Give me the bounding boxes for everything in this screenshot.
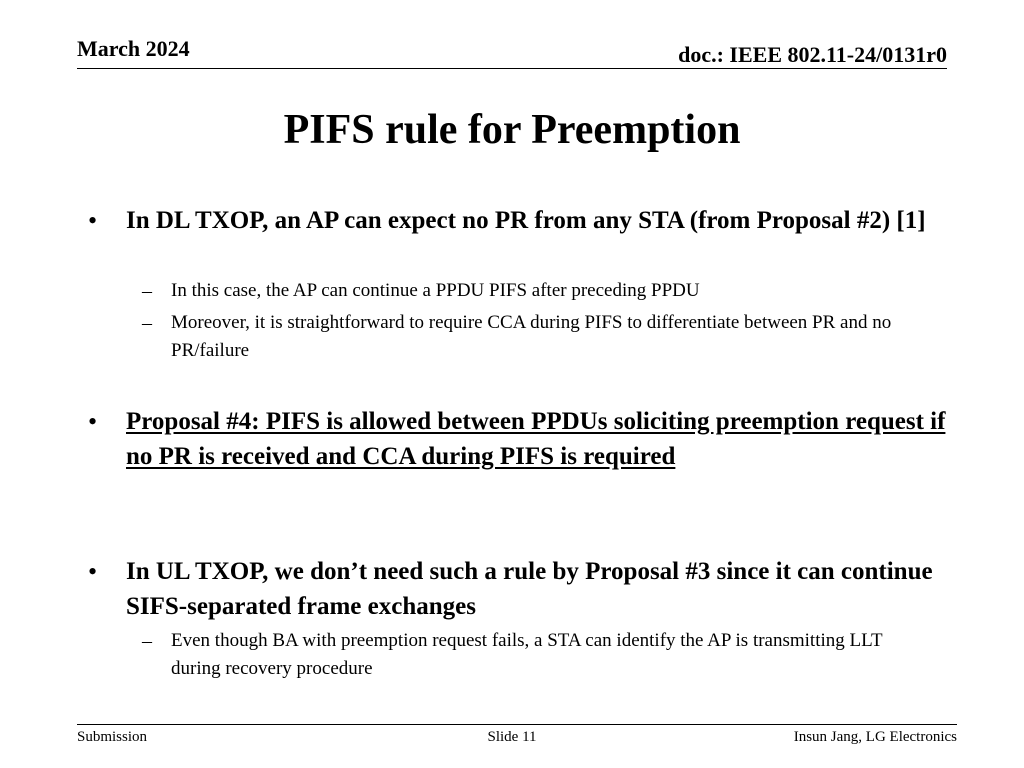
header-date: March 2024 (77, 36, 190, 61)
subbullet-text: In this case, the AP can continue a PPDU PIFS after preceding PPDU (171, 280, 700, 301)
bullet-text: In UL TXOP, we don’t need such a rule by Proposal #3 since it can continue SIFS-separated frame exchanges (126, 558, 933, 620)
slide-title: PIFS rule for Preemption (283, 107, 741, 153)
footer-divider (77, 724, 957, 725)
subbullet-text: Even though BA with preemption request fails, a STA can identify the AP is transmitting LLT during recovery procedure (171, 630, 883, 679)
bullet-marker: • (88, 206, 98, 235)
bullet-marker: • (88, 407, 98, 436)
footer-author: Insun Jang, LG Electronics (793, 729, 957, 745)
header-doc-id: doc.: IEEE 802.11-24/0131r0 (678, 42, 947, 67)
bullet-text: In DL TXOP, an AP can expect no PR from any STA (from Proposal #2) [1] (126, 207, 926, 234)
subbullet-marker: – (142, 312, 152, 334)
subbullet-text: Moreover, it is straightforward to require CCA during PIFS to differentiate between PR and no PR/failure (171, 312, 892, 361)
proposal-text: Proposal #4: PIFS is allowed between PPDUs soliciting preemption request if no PR is received and CCA during PIFS is required (126, 408, 946, 470)
bullet-marker: • (88, 557, 98, 586)
footer-slide-number: Slide 11 (487, 729, 537, 745)
footer-submission: Submission (77, 729, 148, 745)
subbullet-marker: – (142, 280, 152, 302)
subbullet-marker: – (142, 630, 152, 652)
